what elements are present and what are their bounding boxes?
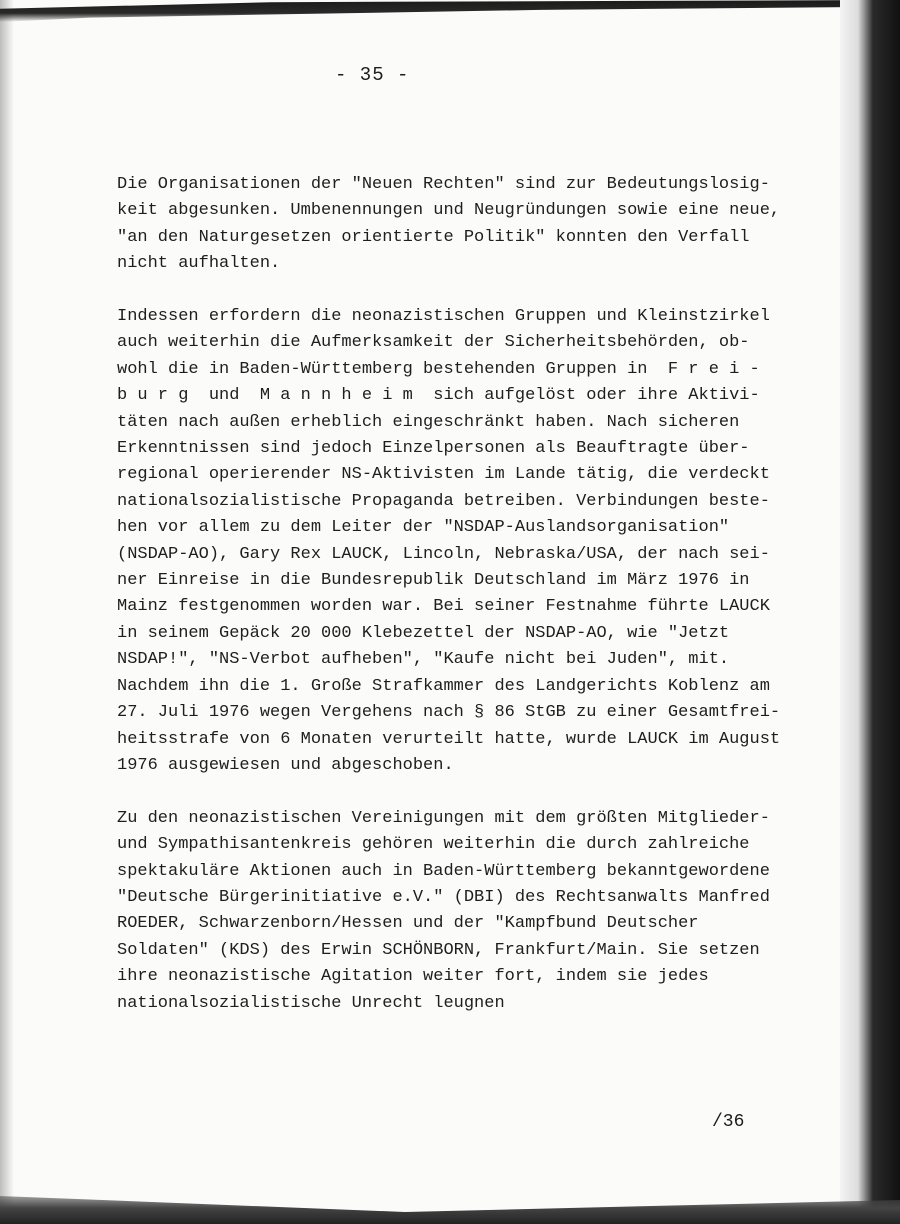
text-line: regional operierender NS-Aktivisten im Lande tätig, die verdeckt — [117, 465, 770, 485]
next-page-marker: /36 — [712, 1112, 745, 1132]
text-line: auch weiterhin die Aufmerksamkeit der Sicherheitsbehörden, ob- — [117, 333, 750, 353]
text-line: Erkenntnissen sind jedoch Einzelpersonen als Beauftragte über- — [117, 439, 750, 459]
text-line: spektakuläre Aktionen auch in Baden-Württemberg bekanntgewordene — [117, 861, 770, 881]
text-line: ner Einreise in die Bundesrepublik Deutschland im März 1976 in — [117, 571, 750, 591]
text-line: 1976 ausgewiesen und abgeschoben. — [117, 755, 454, 775]
text-line: nicht aufhalten. — [117, 254, 281, 274]
text-line: "an den Naturgesetzen orientierte Politik" konnten den Verfall — [117, 227, 750, 247]
text-line: Indessen erfordern die neonazistischen Gruppen und Kleinstzirkel — [117, 307, 770, 327]
text-line: keit abgesunken. Umbenennungen und Neugründungen sowie eine neue, — [117, 201, 781, 221]
text-line: nationalsozialistische Unrecht leugnen — [117, 993, 505, 1013]
scan-edge-left — [0, 0, 14, 1224]
text-line: Zu den neonazistischen Vereinigungen mit dem größten Mitglieder- — [117, 808, 770, 828]
text-line: "Deutsche Bürgerinitiative e.V." (DBI) des Rechtsanwalts Manfred — [117, 887, 770, 907]
text-line: (NSDAP-AO), Gary Rex LAUCK, Lincoln, Nebraska/USA, der nach sei- — [117, 544, 770, 564]
text-line: und Sympathisantenkreis gehören weiterhin die durch zahlreiche — [117, 835, 750, 855]
scan-edge-top — [0, 0, 900, 22]
text-line: heitsstrafe von 6 Monaten verurteilt hatte, wurde LAUCK im August — [117, 729, 781, 749]
scan-edge-right — [840, 0, 900, 1224]
text-line: ihre neonazistische Agitation weiter fort, indem sie jedes — [117, 967, 709, 987]
text-line: wohl die in Baden-Württemberg bestehenden Gruppen in F r e i - — [117, 359, 760, 379]
paragraph — [117, 172, 807, 278]
paragraph — [117, 304, 807, 779]
text-line: b u r g und M a n n h e i m sich aufgelöst oder ihre Aktivi- — [117, 386, 760, 406]
document-body — [117, 172, 807, 1043]
text-line: Mainz festgenommen worden war. Bei seiner Festnahme führte LAUCK — [117, 597, 770, 617]
text-line: hen vor allem zu dem Leiter der "NSDAP-Auslandsorganisation" — [117, 518, 730, 538]
paragraph — [117, 806, 807, 1017]
text-line: täten nach außen erheblich eingeschränkt haben. Nach sicheren — [117, 412, 740, 432]
text-line: NSDAP!", "NS-Verbot aufheben", "Kaufe nicht bei Juden", mit. — [117, 650, 730, 670]
text-line: Die Organisationen der "Neuen Rechten" sind zur Bedeutungslosig- — [117, 175, 770, 194]
text-line: ROEDER, Schwarzenborn/Hessen und der "Kampfbund Deutscher — [117, 914, 699, 934]
text-line: 27. Juli 1976 wegen Vergehens nach § 86 StGB zu einer Gesamtfrei- — [117, 703, 781, 723]
page-number: - 35 - — [335, 64, 410, 86]
text-line: nationalsozialistische Propaganda betreiben. Verbindungen beste- — [117, 491, 770, 511]
text-line: Nachdem ihn die 1. Große Strafkammer des Landgerichts Koblenz am — [117, 676, 770, 696]
scan-edge-bottom — [0, 1184, 900, 1224]
text-line: Soldaten" (KDS) des Erwin SCHÖNBORN, Frankfurt/Main. Sie setzen — [117, 940, 760, 960]
text-line: in seinem Gepäck 20 000 Klebezettel der NSDAP-AO, wie "Jetzt — [117, 623, 730, 643]
